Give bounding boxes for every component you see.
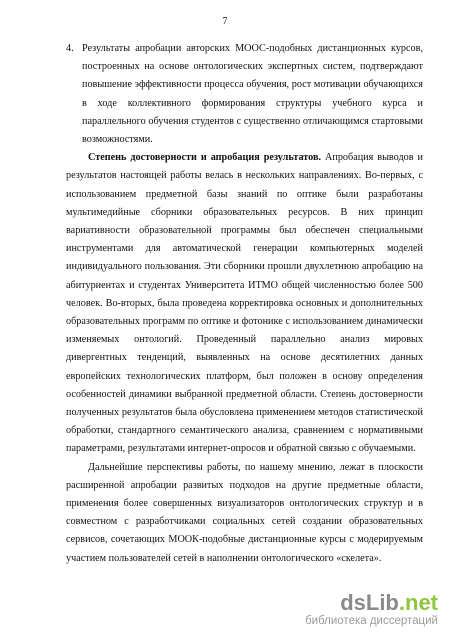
page-number: 7: [222, 16, 228, 27]
paragraph-reliability-text: Апробация выводов и результатов настоящей работы велась в нескольких направлениях. Во-первых, с использованием предметной базы знаний по оптике были разработаны мультимедийные сборники образовательных ресурсов. В них принцип вариативности образовательной программы был обеспечен специальными инструментами для автоматической генерации компьютерных моделей индивидуального пользования. Эти сборники прошли двухлетнюю апробацию на абитуриентах и студентах Университета ИТМО общей численностью более 500 человек. Во-вторых, была проведена корректировка основных и дополнительных образовательных программ по оптике и фотонике с использованием динамически изменяемых онтологий. Проведенный параллельно анализ мировых дивергентных тенденций, выявленных на основе десятилетних данных европейских технологических платформ, был положен в основу определения особенностей динамики выбранной предметной области. Степень достоверности полученных результатов была обусловлена применением методов статистической обработки, стандартного семантического анализа, сравнением с нормативными параметрами, результатами интернет-опросов и обратной связью с обучаемыми.: [66, 152, 423, 455]
document-body: [66, 40, 423, 568]
list-item-text: Результаты апробации авторских МООС-подобных дистанционных курсов, построенных на основе онтологических экспертных систем, подтверждают повышение эффективности процесса обучения, рост мотивации обучающихся в ходе коллективного формирования структуры учебного курса и параллельного обучения студентов с существенно отличающимся стартовыми возможностями.: [82, 43, 423, 146]
paragraph-reliability: [66, 149, 423, 458]
dslib-logo: dsLib.net: [340, 590, 438, 615]
paragraph-perspectives: Дальнейшие перспективы работы, по нашему мнению, лежат в плоскости расширенной апробации развитых подходов на другие предметные области, применения более совершенных визуализаторов онтологических структур и в совместном с разработчиками социальных сетей создании образовательных сервисов, сочетающих МООК-подобные дистанционные курсы с модерируемым участием пользователей сетей в наполнении онтологического «скелета».: [66, 461, 423, 564]
dslib-subtitle: библиотека диссертаций: [305, 615, 438, 627]
dslib-watermark: [288, 591, 438, 628]
list-item-number: 4.: [66, 43, 74, 54]
list-item-4: [66, 40, 423, 149]
section-heading: Степень достоверности и апробация результатов.: [88, 152, 322, 164]
